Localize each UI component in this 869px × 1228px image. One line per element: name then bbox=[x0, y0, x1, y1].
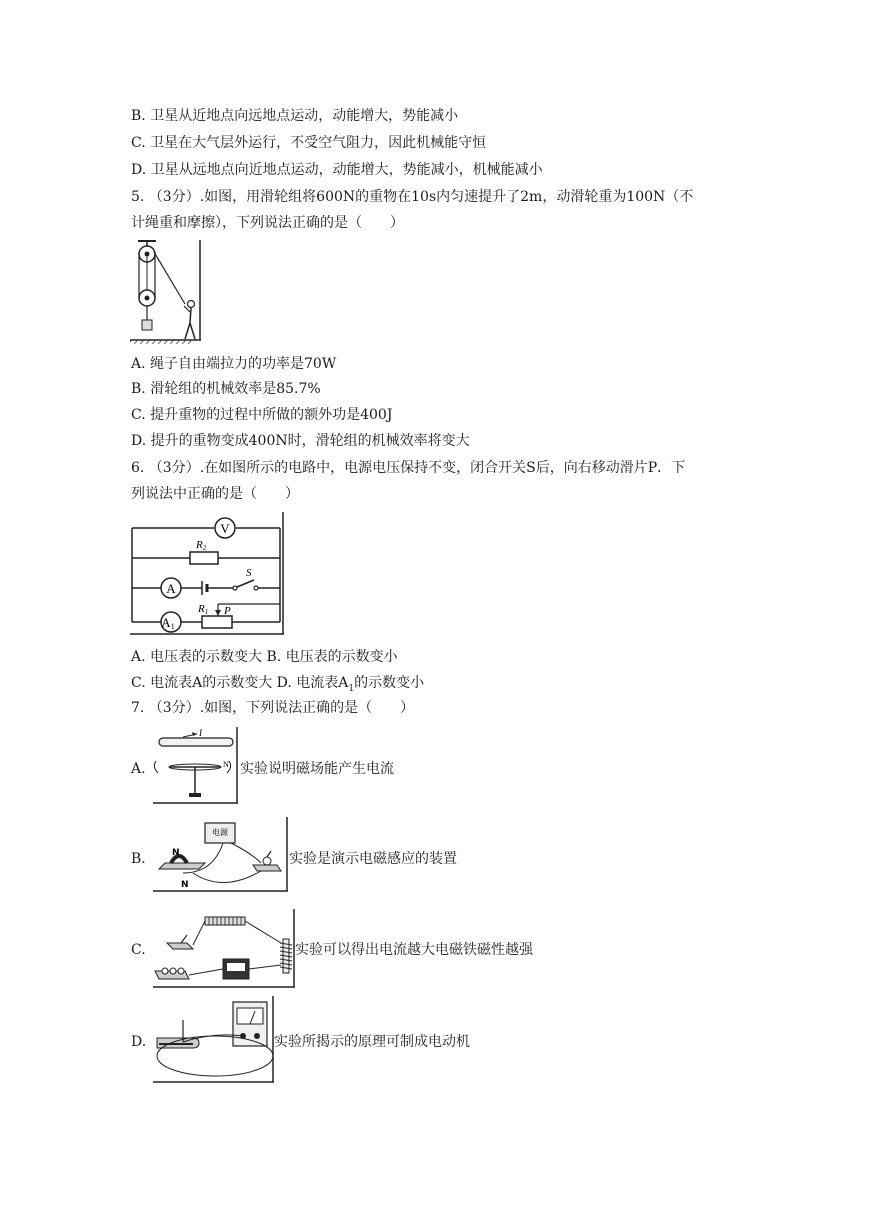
q5-option-d: D. 提升的重物变成400N时，滑轮组的机械效率将变大 bbox=[131, 433, 470, 449]
q7-option-c-text: 实验可以得出电流越大电磁铁磁性越强 bbox=[295, 942, 533, 958]
q7-option-d-text: 实验所揭示的原理可制成电动机 bbox=[274, 1034, 470, 1050]
magnet-north-label-bottom: N bbox=[181, 880, 189, 890]
needle-north-label: N bbox=[223, 760, 229, 769]
voltmeter-label: V bbox=[220, 521, 230, 536]
oersted-figure bbox=[153, 727, 239, 805]
pulley-figure bbox=[130, 240, 202, 344]
current-label: I bbox=[199, 728, 202, 738]
svg-text:R1 bbox=[197, 603, 208, 616]
q7-stem: 7. （3分）.如图，下列说法正确的是（ ） bbox=[131, 700, 415, 716]
r1-subscript: 1 bbox=[204, 608, 209, 616]
circuit-figure bbox=[130, 512, 285, 636]
r2-subscript: 2 bbox=[202, 544, 207, 552]
ammeter1-label: A bbox=[161, 615, 171, 630]
q5-stem-line2: 计绳重和摩擦），下列说法正确的是（ ） bbox=[131, 215, 404, 231]
q5-stem-line1: 5. （3分）.如图，用滑轮组将600N的重物在10s内匀速提升了2m，动滑轮重为100N（不 bbox=[131, 189, 694, 205]
q6-stem-line1: 6. （3分）.在如图所示的电路中，电源电压保持不变，闭合开关S后，向右移动滑片P．下 bbox=[131, 460, 686, 476]
q6-option-d-subscript: 1 bbox=[348, 683, 355, 694]
q5-option-b: B. 滑轮组的机械效率是85.7% bbox=[131, 381, 321, 397]
q7-option-a-label: A. bbox=[131, 761, 146, 777]
q7-option-d-label: D. bbox=[131, 1034, 147, 1050]
magnet-north-label-top: N bbox=[172, 848, 180, 858]
power-source-label: 电源 bbox=[212, 828, 228, 837]
q7-option-b-text: 实验是演示电磁感应的装置 bbox=[289, 851, 457, 867]
q4-option-b: B. 卫星从近地点向远地点运动，动能增大，势能减小 bbox=[131, 108, 459, 124]
switch-label: S bbox=[246, 567, 252, 579]
q4-option-d: D. 卫星从远地点向近地点运动，动能增大，势能减小，机械能减小 bbox=[131, 162, 543, 178]
q6-options-ab: A. 电压表的示数变大 B. 电压表的示数变小 bbox=[131, 649, 398, 665]
q7-option-c-label: C. bbox=[131, 942, 146, 958]
ammeter1-subscript: 1 bbox=[170, 622, 175, 631]
q5-option-a: A. 绳子自由端拉力的功率是70W bbox=[131, 356, 337, 372]
q7-option-b-label: B. bbox=[131, 851, 146, 867]
q7-option-a-text: 实验说明磁场能产生电流 bbox=[240, 761, 394, 777]
q5-option-c: C. 提升重物的过程中所做的额外功是400J bbox=[131, 407, 393, 423]
motor-figure bbox=[153, 817, 289, 893]
q6-option-d-tail: 的示数变小 bbox=[354, 675, 425, 691]
r2-label: R bbox=[196, 539, 203, 551]
slider-label: P bbox=[224, 605, 231, 617]
q6-stem-line2: 列说法中正确的是（ ） bbox=[131, 486, 299, 502]
generator-figure bbox=[153, 996, 275, 1084]
electromagnet-figure bbox=[153, 909, 296, 989]
q6-options-cd-text: C. 电流表A的示数变大 D. 电流表A bbox=[131, 675, 349, 691]
svg-text:R2 bbox=[195, 539, 207, 552]
ammeter-label: A bbox=[166, 581, 176, 596]
r1-label: R bbox=[198, 603, 205, 615]
q6-options-cd bbox=[131, 674, 424, 698]
q4-option-c: C. 卫星在大气层外运行，不受空气阻力，因此机械能守恒 bbox=[131, 135, 487, 151]
